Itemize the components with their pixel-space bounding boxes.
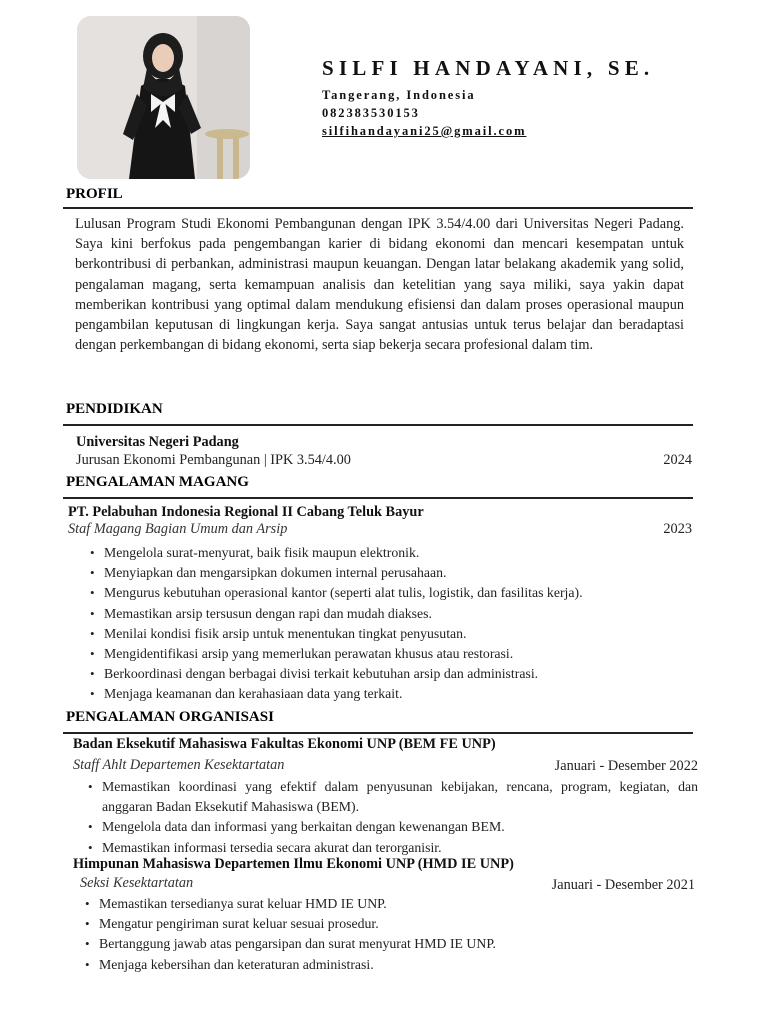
person-photo-icon <box>77 16 250 179</box>
section-divider <box>63 732 693 734</box>
section-divider <box>63 497 693 499</box>
list-item: • Mengidentifikasi arsip yang memerlukan perawatan khusus atau restorasi. <box>88 644 688 664</box>
organization-name: Himpunan Mahasiswa Departemen Ilmu Ekonomi UNP (HMD IE UNP) <box>73 856 514 872</box>
location-text: Tangerang, Indonesia <box>322 88 476 102</box>
list-item: • Memastikan tersedianya surat keluar HMD IE UNP. <box>83 894 695 914</box>
section-title-organization: PENGALAMAN ORGANISASI <box>66 709 274 725</box>
list-item: • Memastikan koordinasi yang efektif dalam penyusunan kebijakan, rencana, program, kegiatan, dan anggaran Badan Eksekutif Mahasiswa (BEM). <box>86 777 698 817</box>
organization-task-list <box>83 894 695 975</box>
candidate-name: SILFI HANDAYANI, SE. <box>322 56 655 80</box>
internship-year: 2023 <box>663 521 692 537</box>
profile-summary: Lulusan Program Studi Ekonomi Pembangunan dengan IPK 3.54/4.00 dari Universitas Negeri Padang. Saya kini berfokus pada pengembangan karier di bidang ekonomi dan mencari kesempatan untuk berkontribusi di perbankan, administrasi maupun keuangan. Dengan latar belakang akademik yang solid, pengalaman magang, serta kemampuan analisis dan ketelitian yang saya miliki, saya yakin dapat memberikan kontribusi yang optimal dalam mendukung efisiensi dan dalam proses operasional maupun pengambilan keputusan di lingkungan kerja. Saya sangat antusias untuk terus belajar dan beradaptasi dengan perkembangan di bidang ekonomi, serta siap bekerja secara profesional dalam tim. <box>75 216 684 354</box>
education-school: Universitas Negeri Padang <box>76 434 239 450</box>
list-item: • Bertanggung jawab atas pengarsipan dan surat menyurat HMD IE UNP. <box>83 934 695 954</box>
list-item: • Mengatur pengiriman surat keluar sesuai prosedur. <box>83 914 695 934</box>
list-item: • Mengelola data dan informasi yang berkaitan dengan kewenangan BEM. <box>86 817 698 837</box>
list-item: • Memastikan arsip tersusun dengan rapi dan mudah diakses. <box>88 604 688 624</box>
education-year: 2024 <box>663 452 692 468</box>
section-title-internship: PENGALAMAN MAGANG <box>66 474 249 490</box>
organization-task-list <box>86 777 698 858</box>
list-item: • Mengurus kebutuhan operasional kantor (seperti alat tulis, logistik, dan fasilitas kerja). <box>88 583 688 603</box>
internship-company: PT. Pelabuhan Indonesia Regional II Cabang Teluk Bayur <box>68 504 424 520</box>
list-item: • Menjaga kebersihan dan keteraturan administrasi. <box>83 955 695 975</box>
education-major: Jurusan Ekonomi Pembangunan | IPK 3.54/4.00 <box>76 452 351 468</box>
section-title-education: PENDIDIKAN <box>66 401 163 417</box>
list-item: • Menyiapkan dan mengarsipkan dokumen internal perusahaan. <box>88 563 688 583</box>
organization-role: Staff Ahlt Departemen Kesektartatan <box>73 757 285 773</box>
section-divider <box>63 424 693 426</box>
internship-role: Staf Magang Bagian Umum dan Arsip <box>68 521 288 537</box>
organization-name: Badan Eksekutif Mahasiswa Fakultas Ekonomi UNP (BEM FE UNP) <box>73 736 496 752</box>
organization-period: Januari - Desember 2021 <box>551 877 695 893</box>
organization-period: Januari - Desember 2022 <box>554 758 698 774</box>
list-item: • Berkoordinasi dengan berbagai divisi terkait kebutuhan arsip dan administrasi. <box>88 664 688 684</box>
organization-role: Seksi Kesektartatan <box>80 875 194 891</box>
email-link[interactable]: silfihandayani25@gmail.com <box>322 124 527 138</box>
list-item: • Memastikan informasi tersedia secara akurat dan terorganisir. <box>86 838 698 858</box>
internship-task-list <box>88 543 688 705</box>
section-title-profile: PROFIL <box>66 186 123 202</box>
list-item: • Mengelola surat-menyurat, baik fisik maupun elektronik. <box>88 543 688 563</box>
list-item: • Menjaga keamanan dan kerahasiaan data yang terkait. <box>88 684 688 704</box>
profile-photo <box>77 16 250 179</box>
list-item: • Menilai kondisi fisik arsip untuk menentukan tingkat penyusutan. <box>88 624 688 644</box>
phone-text: 082383530153 <box>322 106 420 120</box>
section-divider <box>63 207 693 209</box>
